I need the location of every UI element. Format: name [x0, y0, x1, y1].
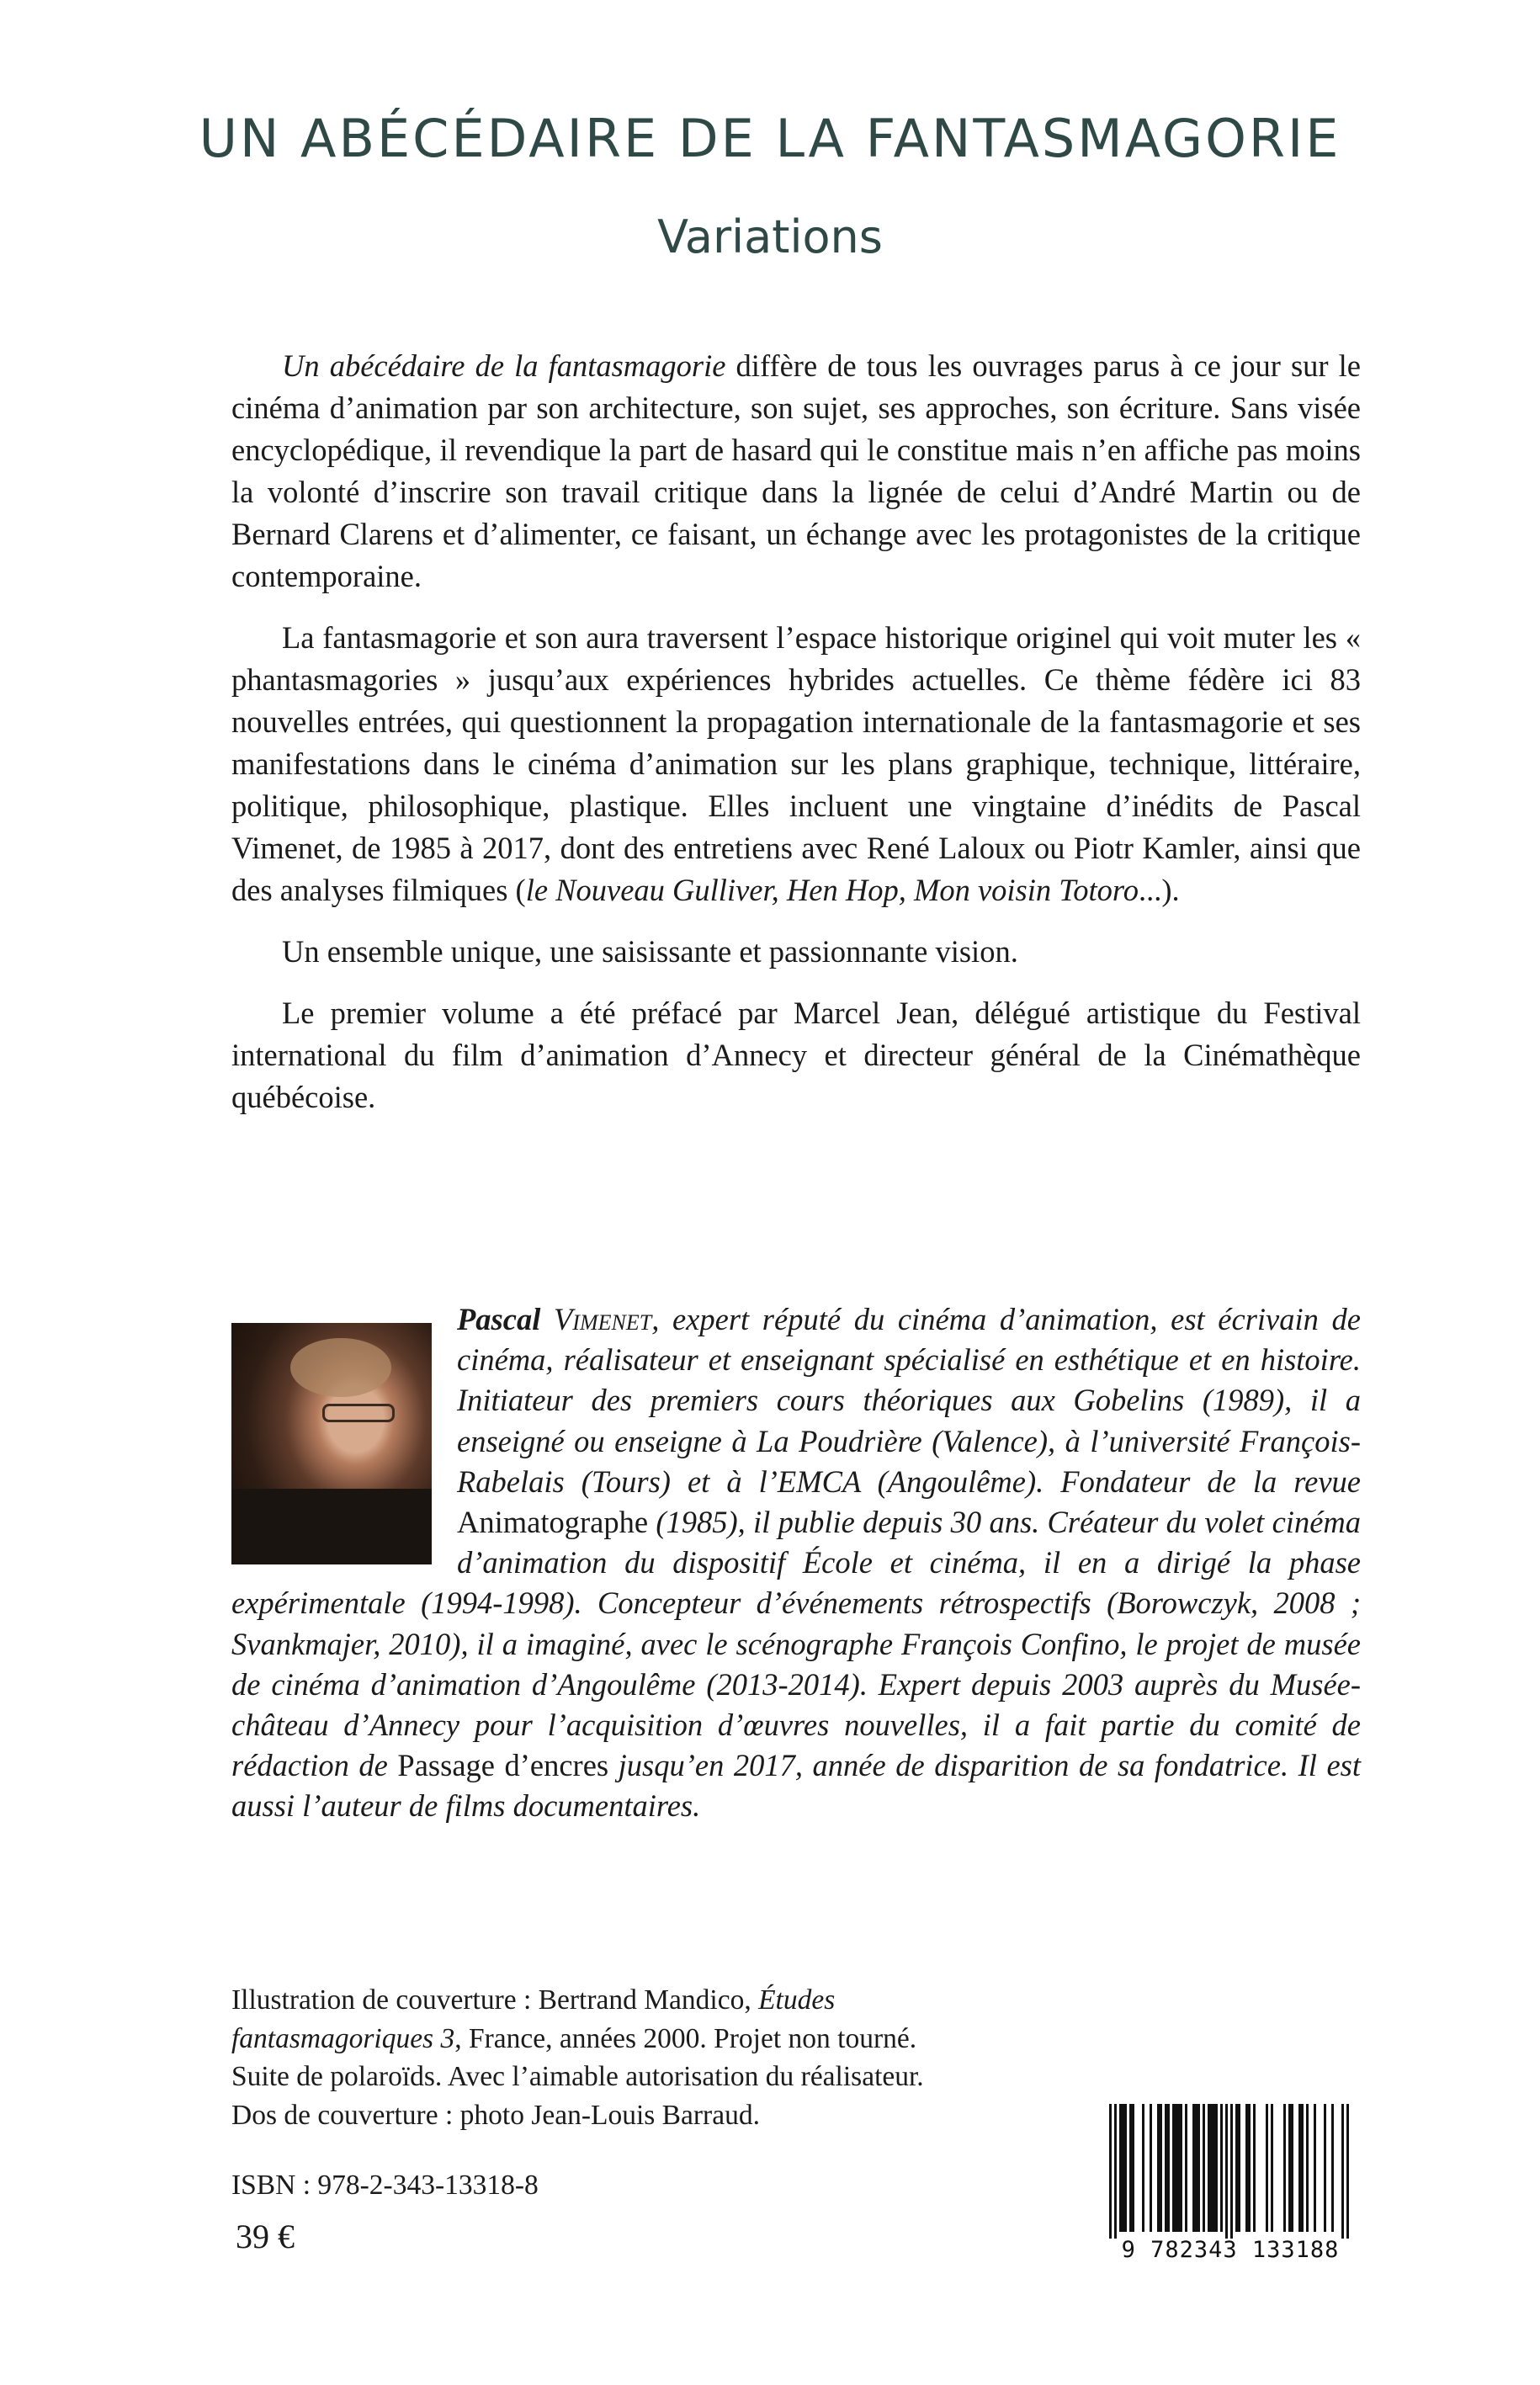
barcode-bar: [1203, 2104, 1205, 2232]
price: 39 €: [236, 2218, 295, 2255]
book-title-italic: Un abécédaire de la fantasmagorie: [282, 348, 726, 383]
barcode-bar: [1172, 2104, 1175, 2232]
credits-line-3: Suite de polaroïds. Avec l’aimable autorisation du réalisateur.: [231, 2061, 924, 2092]
barcode-bar: [1114, 2104, 1117, 2239]
journal-name: Animatographe: [457, 1505, 649, 1540]
barcode-bar: [1346, 2104, 1349, 2239]
barcode-bar: [1248, 2104, 1251, 2232]
barcode-bar: [1150, 2104, 1152, 2232]
book-subtitle: Variations: [657, 210, 883, 263]
barcode-bar: [1220, 2104, 1223, 2232]
cover-credits: [231, 1981, 1022, 2134]
barcode-bar: [1109, 2104, 1112, 2239]
book-title: UN ABÉCÉDAIRE DE LA FANTASMAGORIE: [199, 108, 1341, 169]
barcode-bar: [1215, 2104, 1218, 2232]
barcode-bar: [1124, 2104, 1127, 2232]
barcode-bar: [1197, 2104, 1200, 2232]
barcode-bar: [1324, 2104, 1326, 2232]
author-name: Pascal Vimenet: [457, 1302, 652, 1336]
barcode-bar: [1119, 2104, 1122, 2232]
barcode-bar: [1291, 2104, 1293, 2232]
barcode-bar: [1132, 2104, 1134, 2232]
barcode-bar: [1160, 2104, 1162, 2232]
barcode-bar: [1157, 2104, 1160, 2232]
barcode-bar: [1341, 2104, 1344, 2239]
barcode-bars: [1097, 2104, 1364, 2239]
barcode-bar: [1192, 2104, 1195, 2232]
barcode-bar: [1271, 2104, 1273, 2232]
barcode-bar: [1129, 2104, 1132, 2232]
author-bio: Pascal Vimenet, expert réputé du cinéma d’animation, est écrivain de cinéma, réalisateur et enseignant spécialisé en esthétique et en histoire. Initiateur des premiers cours théoriques aux Gobelins (1989), il a enseigné ou enseigne à La Poudrière (Valence), à l’université François-Rabelais (Tours) et à l’EMCA (Angoulême). Fondateur de la revue Animatographe (1985), il publie depuis 30 ans. Créateur du volet cinéma d’animation du dispositif École et cinéma, il en a dirigé la phase expérimentale (1994-1998). Concepteur d’événements rétrospectifs (Borowczyk, 2008 ; Svankmajer, 2010), il a imaginé, avec le scénographe François Confino, le projet de musée de cinéma d’animation d’Angoulême (2013-2014). Expert depuis 2003 auprès du Musée-château d’Annecy pour l’acquisition d’œuvres nouvelles, il a fait partie du comité de rédaction de Passage d’encres jusqu’en 2017, année de disparition de sa fondatrice. Il est aussi l’auteur de films documentaires.: [231, 1302, 1361, 1824]
barcode-bar: [1283, 2104, 1286, 2232]
barcode-bar: [1253, 2104, 1256, 2232]
barcode-bar: [1245, 2104, 1248, 2232]
summary-paragraph-3: Un ensemble unique, une saisissante et passionnante vision.: [282, 934, 1018, 969]
barcode-bar: [1195, 2104, 1197, 2232]
credits-line-4: Dos de couverture : photo Jean-Louis Barraud.: [231, 2099, 760, 2131]
film-titles: le Nouveau Gulliver, Hen Hop, Mon voisin Totoro: [525, 873, 1139, 907]
barcode-bar: [1122, 2104, 1124, 2232]
barcode-bar: [1301, 2104, 1304, 2232]
barcode-bar: [1175, 2104, 1177, 2232]
magazine-name: Passage d’encres: [397, 1748, 609, 1783]
barcode-digits: 9 782343 133188: [1121, 2237, 1340, 2263]
barcode-bar: [1185, 2104, 1187, 2232]
barcode-bar: [1213, 2104, 1215, 2232]
credits-line-2: fantasmagoriques 3, France, années 2000. Projet non tourné.: [231, 2022, 917, 2054]
barcode-bar: [1314, 2104, 1316, 2232]
barcode-bar: [1331, 2104, 1334, 2232]
isbn: ISBN : 978-2-343-13318-8: [231, 2170, 539, 2201]
summary-text: [231, 345, 1361, 1138]
barcode-bar: [1210, 2104, 1213, 2232]
summary-paragraph-1: Un abécédaire de la fantasmagorie diffère de tous les ouvrages parus à ce jour sur le cinéma d’animation par son architecture, son sujet, ses approches, son écriture. Sans visée encyclopédique, il revendique la part de hasard qui le constitue mais n’en affiche pas moins la volonté d’inscrire son travail critique dans la lignée de celui d’André Martin ou de Bernard Clarens et d’alimenter, ce faisant, un échange avec les protagonistes de la critique contemporaine.: [231, 348, 1361, 593]
barcode: [1097, 2104, 1364, 2264]
barcode-bar: [1180, 2104, 1182, 2232]
barcode-bar: [1208, 2104, 1210, 2232]
barcode-bar: [1230, 2104, 1233, 2239]
summary-paragraph-4: Le premier volume a été préfacé par Marcel Jean, délégué artistique du Festival international du film d’animation d’Annecy et directeur général de la Cinémathèque québécoise.: [231, 996, 1361, 1114]
barcode-bar: [1266, 2104, 1268, 2232]
barcode-bar: [1165, 2104, 1167, 2232]
barcode-bar: [1298, 2104, 1301, 2232]
barcode-bar: [1288, 2104, 1291, 2232]
barcode-bar: [1167, 2104, 1170, 2232]
barcode-bar: [1235, 2104, 1238, 2232]
credits-line-1: Illustration de couverture : Bertrand Mandico, Études: [231, 1984, 836, 2016]
barcode-bar: [1142, 2104, 1144, 2232]
author-photo: [231, 1323, 432, 1564]
barcode-bar: [1225, 2104, 1228, 2239]
barcode-bar: [1306, 2104, 1309, 2232]
barcode-bar: [1238, 2104, 1240, 2232]
barcode-bar: [1177, 2104, 1180, 2232]
summary-paragraph-2: La fantasmagorie et son aura traversent l’espace historique originel qui voit muter les « phantasmagories » jusqu’aux expériences hybrides actuelles. Ce thème fédère ici 83 nouvelles entrées, qui questionnent la propagation internationale de la fantasmagorie et ses manifestations dans le cinéma d’animation sur les plans graphique, technique, littéraire, politique, philosophique, plastique. Elles incluent une vingtaine d’inédits de Pascal Vimenet, de 1985 à 2017, dont des entretiens avec René Laloux ou Piotr Kamler, ainsi que des analyses filmiques (le Nouveau Gulliver, Hen Hop, Mon voisin Totoro...).: [231, 620, 1361, 907]
